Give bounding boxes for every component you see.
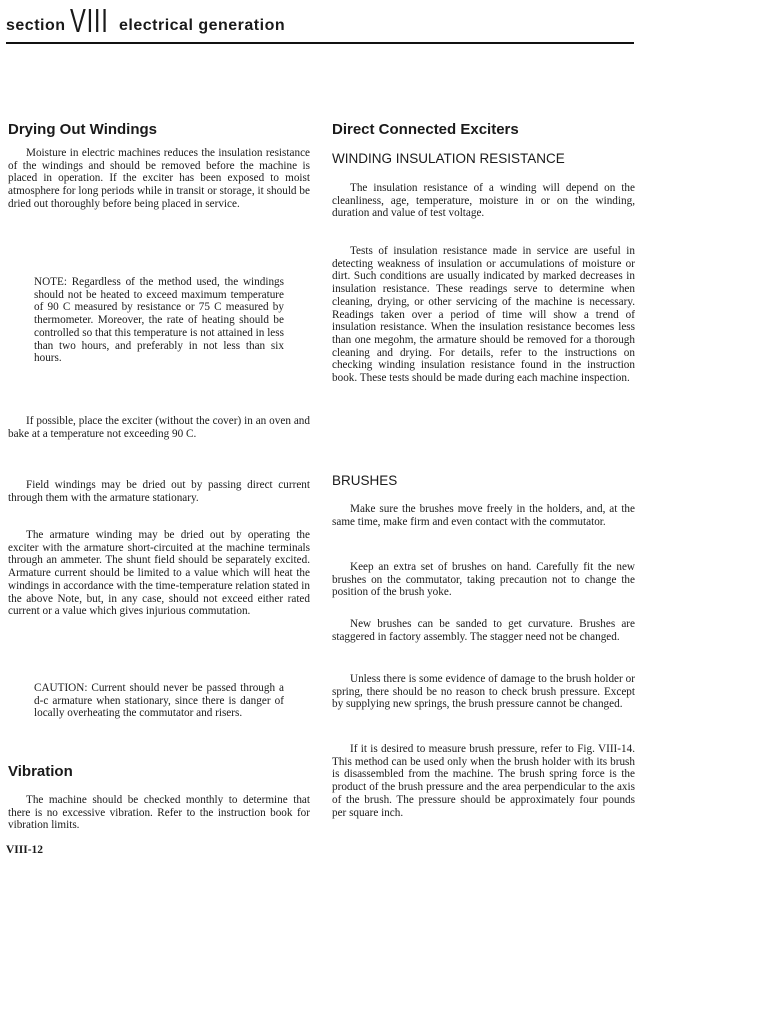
winding-paragraph-2: Tests of insulation resistance made in service are useful in detecting weakness of insulation or accumulations of moisture or dirt. Such conditions are usually indicated by marked decreases in insulation resistance. These readings serve to determine when cleaning, drying, or other servicing of the machine is necessary. Readings taken over a period of time will show a trend of insulation resistance. When the insulation resistance becomes less than one megohm, the armature should be removed for a thorough cleaning and drying. For details, refer to the instructions on checking winding insulation resistance found in the instruction book. These tests should be made during each machine inspection. — [332, 245, 635, 385]
winding-subheading: WINDING INSULATION RESISTANCE — [332, 151, 565, 166]
brushes-paragraph-2: Keep an extra set of brushes on hand. Carefully fit the new brushes on the commutator, taking precaution not to change the position of the brush yoke. — [332, 561, 635, 599]
section-number: VIII — [70, 2, 109, 39]
brushes-paragraph-1: Make sure the brushes move freely in the holders, and, at the same time, make firm and even contact with the commutator. — [332, 503, 635, 528]
brushes-paragraph-3: New brushes can be sanded to get curvature. Brushes are staggered in factory assembly. The stagger need not be changed. — [332, 618, 635, 643]
brushes-paragraph-5: If it is desired to measure brush pressure, refer to Fig. VIII-14. This method can be used only when the brush holder with its brush is disassembled from the machine. The brush spring force is the product of the brush pressure and the area perpendicular to the axis of the brush. The pressure should be approximately four pounds per square inch. — [332, 743, 635, 819]
drying-paragraph-4: The armature winding may be dried out by operating the exciter with the armature short-circuited at the machine terminals through an ammeter. The shunt field should be separately excited. Armature current should be limited to a value which will heat the windings in accordance with the time-temperature relation stated in the above Note, but, in any case, should not exceed either rated current or a value which gives injurious commutation. — [8, 529, 310, 618]
section-label: section — [6, 17, 66, 34]
caution-block: CAUTION: Current should never be passed through a d-c armature when stationary, since there is danger of locally overheating the commutator and risers. — [34, 682, 284, 720]
drying-paragraph-2: If possible, place the exciter (without the cover) in an oven and bake at a temperature not exceeding 90 C. — [8, 415, 310, 440]
drying-heading: Drying Out Windings — [8, 121, 158, 138]
section-title: electrical generation — [119, 17, 286, 34]
header-rule — [6, 42, 634, 44]
drying-paragraph-1: Moisture in electric machines reduces the insulation resistance of the windings and should be removed before the machine is placed in operation. If the exciter has been exposed to moist atmosphere for long periods while in transit or storage, it should be dried out thoroughly before being placed in service. — [8, 147, 310, 210]
brushes-subheading: BRUSHES — [332, 473, 398, 488]
winding-paragraph-1: The insulation resistance of a winding will depend on the cleanliness, age, temperature, moisture in or on the winding, duration and value of test voltage. — [332, 182, 635, 220]
vibration-paragraph: The machine should be checked monthly to determine that there is no excessive vibration. Refer to the instruction book for vibration limits. — [8, 794, 310, 832]
page-number: VIII-12 — [6, 844, 44, 856]
page-header — [6, 0, 636, 44]
note-block: NOTE: Regardless of the method used, the windings should not be heated to exceed maximum temperature of 90 C measured by resistance or 75 C measured by thermometer. Moreover, the rate of heating should be controlled so that this temperature is not attained in less than two hours, and preferably in not less than six hours. — [34, 276, 284, 365]
vibration-heading: Vibration — [8, 763, 73, 780]
exciters-heading: Direct Connected Exciters — [332, 121, 519, 138]
brushes-paragraph-4: Unless there is some evidence of damage to the brush holder or spring, there should be no reason to check brush pressure. Except by supplying new springs, the brush pressure cannot be changed. — [332, 673, 635, 711]
drying-paragraph-3: Field windings may be dried out by passing direct current through them with the armature stationary. — [8, 479, 310, 504]
